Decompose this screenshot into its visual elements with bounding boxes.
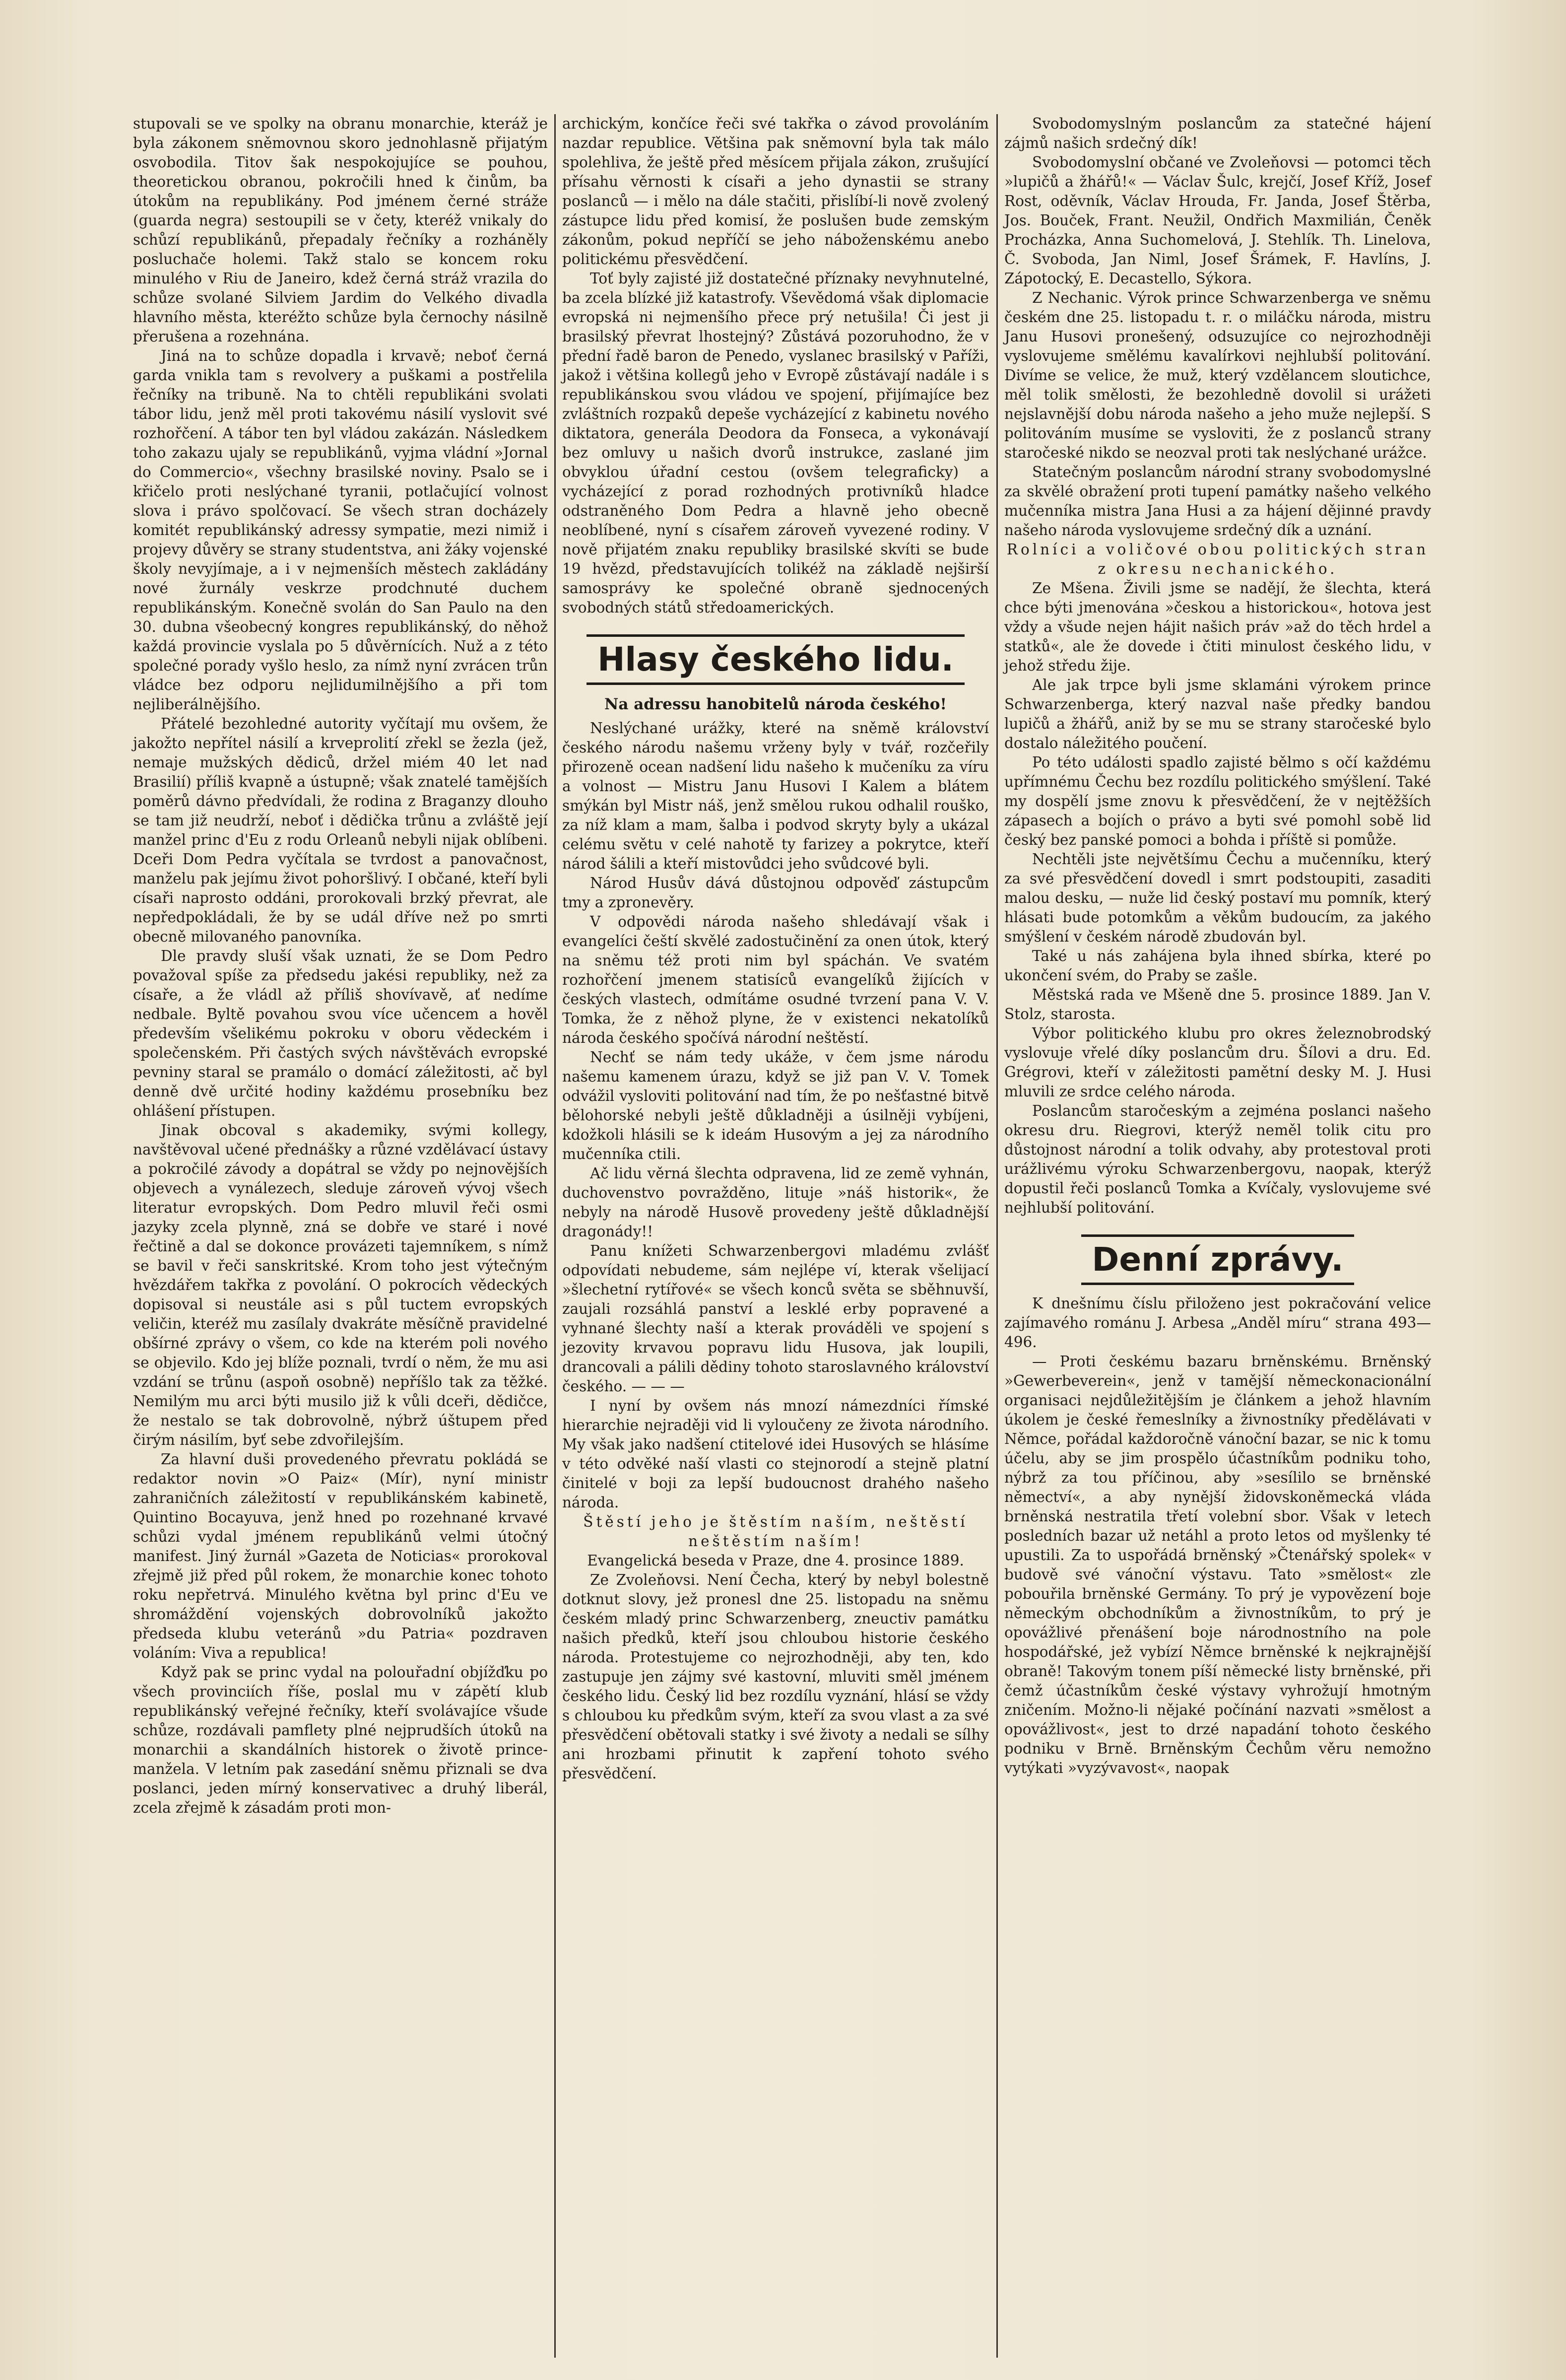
article-paragraph: Nechtěli jste největšímu Čechu a mučenníku, který za své přesvědčení dovedl i smrt podstoupiti, zasaditi malou desku, — nuže lid český postaví mu pomník, který hlásati bude potomkům a věkům budoucím, za jakého smýšlení v českém národě zbudován byl. — [1004, 851, 1431, 945]
section-title: Hlasy českého lidu. — [587, 634, 965, 685]
motto-line: Štěstí jeho je štěstím naším, neštěstí neštěstím naším! — [583, 1513, 968, 1550]
section-heading — [1004, 1234, 1431, 1285]
section-subtitle: Na adressu hanobitelů národa českého! — [604, 695, 947, 713]
article-paragraph: Svobodomyslným poslancům za statečné hájení zájmů našich srdečný dík! — [1004, 115, 1431, 151]
column-rule — [996, 114, 998, 2358]
article-paragraph: Ze Mšena. Živili jsme se nadějí, že šlechta, která chce býti jmenována »českou a historickou«, hotova jest vždy a všude nejen hájit našich práv »až do těch hrdel a statků«, ale že dovede i čtiti minulost českého lidu, v jehož středu žije. — [1004, 580, 1431, 674]
article-paragraph: archickým, končíce řeči své takřka o závod provoláním nazdar republice. Většina pak sněmovní byla tak málo spolehliva, že ještě před měsícem přijala zákon, zrušující přísahu věrnosti k císaři a jeho dynastii se strany poslanců — i mělo na dále stačiti, přislíbí-li nově zvolený zástupce lidu před komisí, že poslušen bude zemským zákonům, pokud nepříčí se jeho náboženskému anebo politickému přesvědčení. — [562, 115, 989, 268]
article-paragraph: Dle pravdy sluší však uznati, že se Dom Pedro považoval spíše za předsedu jakési republiky, než za císaře, a že vládl až příliš shovívavě, ať nedíme nedbale. Byltě povahou svou více učencem a hověl především všelikému pokroku v oboru vědeckém i společenském. Při častých svých návštěvách evropské pevniny staral se pramálo o domácí záležitosti, ač byl denně dvě určité hodiny každému prosebníku bez ohlášení přístupen. — [133, 948, 548, 1119]
article-paragraph: V odpovědi národa našeho shledávají však i evangelíci čeští skvělé zadostučinění za onen útok, který na sněmu též proti nim byl spáchán. Ve svatém rozhořčení jmenem statisíců evangelíků žijících v českých vlastech, odmítáme osudné tvrzení pana V. V. Tomka, že z něhož plyne, že v existenci nekatolíků národa českého spočívá národní neštěstí. — [562, 913, 989, 1046]
article-paragraph: Ač lidu věrná šlechta odpravena, lid ze země vyhnán, duchovenstvo povražděno, lituje »náš historik«, že nebyly na národě Husově provedeny ještě důkladnější dragonády!! — [562, 1165, 989, 1240]
article-paragraph: — Proti českému bazaru brněnskému. Brněnský »Gewerbeverein«, jenž v tamější německonacionální organisaci nejdůležitějším je článkem a jehož hlavním úkolem je české řemeslníky a živnostníky předělávati v Němce, pořádal každoročně vánoční bazar, se nic k tomu účelu, aby se jim prospělo účastníkům podniku toho, nýbrž za tou příčinou, aby »sesílilo se brněnské němectví«, a aby nynější židovskoněmecká vláda brněnská nestratila třetí volební sbor. Však v letech posledních bazar už netáhl a proto letos od myšlenky té upustili. Za to uspořádá brněnský »Čtenářský spolek« v budově své vánoční výstavu. Tato »smělost« zle pobouřila brněnské Germány. To prý je vypovězení boje německým obchodníkům a živnostníkům, to prý je opovážlivé přenášení boje národnostního na pole hospodářské, jež vybízí Němce brněnské k nejkrajnější obraně! Takovým tonem píší německé listy brněnské, při čemž účastníkům české výstavy vyhrožují hmotným zničením. Možno-li nějaké počínání nazvati »smělost a opovážlivost«, jest to drzé napadání tohoto českého podniku v Brně. Brněnským Čechům věru nemožno vytýkati »vyzývavost«, naopak — [1004, 1353, 1431, 1776]
article-paragraph: Neslýchané urážky, které na sněmě království českého národu našemu vrženy byly v tvář, rozčeřily přirozeně ocean nadšení lidu našeho k mučeníku za víru a volnost — Mistru Janu Husovi I Kalem a blátem smýkán byl Mistr náš, jenž smělou rukou odhalil rouško, za níž klam a mam, šalba i podvod skryty byly a ukázal celému světu v celé nahotě ty farizey a pokrytce, kteří národ šálili a kteří mistovůdci jeho svůdcové byli. — [562, 720, 989, 872]
article-paragraph: Statečným poslancům národní strany svobodomyslné za skvělé obražení proti tupení památky našeho velkého mučenníka mistra Jana Husi a za hájení dějinné pravdy našeho národa vyslovujeme srdečný dík a uznání. — [1004, 464, 1431, 539]
article-paragraph: Z Nechanic. Výrok prince Schwarzenberga ve sněmu českém dne 25. listopadu t. r. o miláčku národa, mistru Janu Husovi pronešený, odsuzujíce co nejrozhodněji vyslovujeme smělému kavalírkovi nejhlubší politování. Divíme se velice, že muž, který vzdělancem sloutichce, měl tolik smělosti, že bezohledně dovolil si urážeti nejslavnější dobu národa našeho a jeho muže nejlepší. S politováním musíme se vysloviti, že z poslanců strany staročeské nikdo se neozval proti tak neslýchané urážce. — [1004, 289, 1431, 461]
article-paragraph: Poslancům staročeským a zejména poslanci našeho okresu dru. Riegrovi, kterýž neměl tolik citu pro důstojnost národní a tolik odvahy, aby protestoval proti urážlivému výroku Schwarzenbergovu, naopak, kterýž dopustil řeči poslanců Tomka a Kvíčaly, vyslovujeme své nejhlubší politování. — [1004, 1102, 1431, 1216]
signature-line: Evangelická beseda v Praze, dne 4. prosince 1889. — [587, 1552, 964, 1569]
signature-line: Městská rada ve Mšeně dne 5. prosince 1889. Jan V. Stolz, starosta. — [1004, 986, 1431, 1022]
section-heading — [562, 634, 989, 685]
article-paragraph: Národ Husův dává důstojnou odpověď zástupcům tmy a zpronevěry. — [562, 875, 989, 911]
article-paragraph: I nyní by ovšem nás mnozí námezdníci římské hierarchie nejraději vid li vyloučeny ze života národního. My však jako nadšení ctitelové idei Husových se hlásíme v této odvěké naší vlasti co stejnorodí a stejně platní činitelé v boji za lepší budoucnost drahého našeho národa. — [562, 1397, 989, 1511]
article-paragraph: Za hlavní duši provedeného převratu pokládá se redaktor novin »O Paiz« (Mír), nyní ministr zahraničních záležitostí v republikánském kabinetě, Quintino Bocayuva, jenž hned po rozehnané krvavé schůzi vydal jménem republikánů velmi útočný manifest. Jiný žurnál »Gazeta de Noticias« prorokoval zřejmě již před půl rokem, že monarchie konec tohoto roku nepřetrvá. Minulého května byl princ d'Eu ve shromáždění vojenských dobrovolníků jakožto předseda klubu veteránů »du Patria« pozdraven voláním: Viva a republica! — [133, 1451, 548, 1661]
article-paragraph: Po této události spadlo zajisté bělmo s očí každému upřímnému Čechu bez rozdílu politického smýšlení. Také my dospělí jsme znovu k přesvědčení, že v nejtěžších zápasech a bojích o právo a byti své pomohl sobě lid český bez panské pomoci a bohda i příště si pomůže. — [1004, 754, 1431, 848]
column-1 — [133, 114, 548, 1818]
article-paragraph: Jinak obcoval s akademiky, svými kollegy, navštěvoval učené přednášky a různé vzdělávací ústavy a pokročilé závody a dopátral se vždy po nejnovějších objevech a vynálezech, sleduje zároveň vývoj všech literatur evropských. Dom Pedro mluvil řeči osmi jazyky zcela plynně, zná se dobře ve staré i nové řečtině a dal se dokonce provázeti tajemníkem, s nímž se bavil v řeči sanskritské. Krom toho jest výtečným hvězdářem takřka z povolání. O pokrocích vědeckých dopisoval si neustále asi s půl tuctem evropských veličin, kteréž mu zasílaly dvakráte měsíčně pravidelné obšírné zprávy o všem, co kde na kterém poli nového se objevilo. Kdo jej blíže poznali, tvrdí o něm, že mu asi vzdání se trůnu (aspoň osobně) nepříšlo tak za těžké. Nemilým mu arci býti musilo již k vůli dceři, dědičce, že nestalo se tak dobrovolně, nýbrž úštupem před čirým násilím, byť sebe zdvořilejším. — [133, 1122, 548, 1448]
article-paragraph: Nechť se nám tedy ukáže, v čem jsme národu našemu kamenem úrazu, když se již pan V. V. Tomek odvážil vysloviti politování nad tím, že po nešťastné bitvě bělohorské nebyli ještě důkladněji a úsilněji vybíjeni, kdožkoli hlásili se k ideám Husovým a jej za národního mučenníka ctili. — [562, 1049, 989, 1162]
article-paragraph: stupovali se ve spolky na obranu monarchie, kteráž je byla zákonem sněmovnou skoro jednohlasně přijatým osvobodila. Titov šak nespokojujíce se pouhou, theoretickou obranou, pokročili hned k činům, ba útokům na republikány. Pod jménem černé stráže (guarda negra) sestoupili se v čety, kteréž vnikaly do schůzí republikánů, přepadaly řečníky a rozháněly posluchače holemi. Takž stalo se koncem roku minulého v Riu de Janeiro, kdež černá stráž vrazila do schůze svolané Silviem Jardim do Velkého divadla hlavního města, kteréžto schůze byla černochy násilně přerušena a rozehnána. — [133, 115, 548, 345]
article-paragraph: Ze Zvoleňovsi. Není Čecha, který by nebyl bolestně dotknut slovy, jež pronesl dne 25. listopadu na sněmu českém mladý princ Schwarzenberg, zneuctiv památku našich předků, kteří jsou chloubou historie českého národa. Protestujeme co nejrozhodněji, aby ten, kdo zastupuje jen zájmy své kastovní, mluviti směl jménem českého lidu. Český lid bez rozdílu vyznání, hlásí se vždy s chloubou ku předkům svým, kteří za svou vlast a za své přesvědčení obětovali statky i své životy a nedali se sílhy ani hrozbami přinutit k zapření tohoto svého přesvědčení. — [562, 1571, 989, 1782]
section-title: Denní zprávy. — [1081, 1234, 1355, 1285]
column-2 — [562, 114, 989, 1783]
article-paragraph: Jiná na to schůze dopadla i krvavě; neboť černá garda vnikla tam s revolvery a puškami a postřelila řečníky na tribuně. Na to chtěli republikáni svolati tábor lidu, jenž měl proti takovému násilí vyslovit své rozhořčení. A tábor ten byl vládou zakázán. Následkem toho zakazu ujaly se republikánů, vyjma vládní »Jornal do Commercio«, všechny brasilské noviny. Psalo se i křičelo proti neslýchané tyranii, potlačující volnost slova i právo spolčovací. Se všech stran docházely komitét republikánský adressy sympatie, mezi nimiž i projevy důvěry se strany studentstva, ani žáky vojenské školy nevyjímaje, a i v nejmenších městech zakládány nové žurnály veskrze prodchnuté duchem republikánským. Konečně svolán do San Paulo na den 30. dubna všeobecný kongres republikánský, do něhož každá provincie vyslala po 5 důvěrnících. Nuž a z této společné porady vyšlo heslo, za nímž nyní zvrácen trůn vládce bez odporu nejlidumilnějšího a při tom nejliberálnějšího. — [133, 347, 548, 713]
column-3 — [1004, 114, 1431, 1778]
article-paragraph: Výbor politického klubu pro okres železnobrodský vyslovuje vřelé díky poslancům dru. Šílovi a dru. Ed. Grégrovi, kteří v záležitosti pamětní desky M. J. Husi mluvili ze srdce celého národa. — [1004, 1025, 1431, 1100]
article-paragraph: Panu knížeti Schwarzenbergovi mladému zvlášť odpovídati nebudeme, sám nejlépe ví, kterak všelijací »šlechetní rytířové« se všech konců světa se sběhnuvší, zaujali rozsáhlá panství a lesklé erby popravené a vyhnané šlechty naší a kterak prováděli ve spojení s jezovity krvavou popravu lidu Husova, jak loupili, drancovali a pálili dědiny tohoto staroslavného království českého. — — — — [562, 1242, 989, 1395]
article-paragraph: Svobodomyslní občané ve Zvoleňovsi — potomci těch »lupičů a žhářů!« — Václav Šulc, krejčí, Josef Kříž, Josef Rost, oděvník, Václav Hrouda, Fr. Janda, Josef Štěrba, Jos. Bouček, Frant. Neužil, Ondřich Maxmilián, Čeněk Procházka, Anna Suchomelová, J. Stehlík. Th. Linelova, Č. Svoboda, Jan Niml, Josef Šrámek, F. Havlíns, J. Zápotocký, E. Decastello, Sýkora. — [1004, 154, 1431, 287]
article-paragraph: Když pak se princ vydal na polouřadní objížďku po všech provinciích říše, poslal mu v zápětí klub republikánský veřejné řečníky, kteří svolávajíce všude schůze, rozdávali pamflety plné nejprudších útoků na monarchii a skandálních historek o životě prince-manžela. V letním pak zasedání sněmu přiznali se dva poslanci, jeden mírný konservativec a druhý liberál, zcela zřejmě k zásadám proti mon- — [133, 1664, 548, 1816]
article-paragraph: Toť byly zajisté již dostatečné příznaky nevyhnutelné, ba zcela blízké již katastrofy. Vševědomá však diplomacie evropská ni nejmenšího přece prý netušila! Či jest ji brasilský převrat lhostejný? Zůstává pozoruhodno, že v přední řadě baron de Penedo, vyslanec brasilský v Paříži, jakož i většina kollegů jeho v Evropě zůstávají nadále i s republikánskou svou vládou ve spojení, přijímajíce bez zvláštních rozpaků depeše vycházející z kabinetu nového diktatora, generála Deodora da Fonseca, a vykonávají bez omluvy u našich dvorů instrukce, zaslané jim obvyklou úřadní cestou (ovšem telegraficky) a vycházející z porad rozhodných protivníků hladce odstraněného Dom Pedra a hlavně jeho obecně neoblíbené, nyní s císařem zároveň vyvezené rodiny. V nově přijatém znaku republiky brasilské skvíti se bude 19 hvězd, představujících tolikéž na základě nejširší samosprávy ke společné obraně sjednocených svobodných států středoamerických. — [562, 270, 989, 616]
signature-line: Rolníci a voličové obou politických stran z okresu nechanického. — [1006, 541, 1429, 577]
article-paragraph: Ale jak trpce byli jsme sklamáni výrokem prince Schwarzenberga, který nazval naše předky bandou lupičů a žhářů, aniž by se mu se strany staročeské bylo dostalo náležitého poučení. — [1004, 677, 1431, 751]
article-paragraph: Přátelé bezohledné autority vyčítají mu ovšem, že jakožto nepřítel násilí a krveprolití zřekl se žezla (jež, nemaje mužských dědiců, držel miém 40 let nad Brasilií) příliš kvapně a ústupně; však znatelé tamějších poměrů dávno předvídali, že rodina z Braganzy dlouho se tam již neudrží, neboť i dědička trůnu a zvláště její manžel princ d'Eu z rodu Orleanů nebyli nijak oblíbeni. Dceři Dom Pedra vyčítala se tvrdost a panovačnost, manželu pak jejímu život pohoršlivý. I občané, kteří byli císaři naprosto oddáni, prorokovali brzký převrat, ale nepředpokládali, že by se udál dříve než po smrti obecně milovaného panovníka. — [133, 715, 548, 945]
article-paragraph: Také u nás zahájena byla ihned sbírka, které po ukončení svém, do Praby se zašle. — [1004, 948, 1431, 984]
column-rule — [554, 114, 556, 2358]
article-paragraph: K dnešnímu číslu přiloženo jest pokračování velice zajímavého románu J. Arbesa „Anděl míru“ strana 493—496. — [1004, 1295, 1431, 1351]
